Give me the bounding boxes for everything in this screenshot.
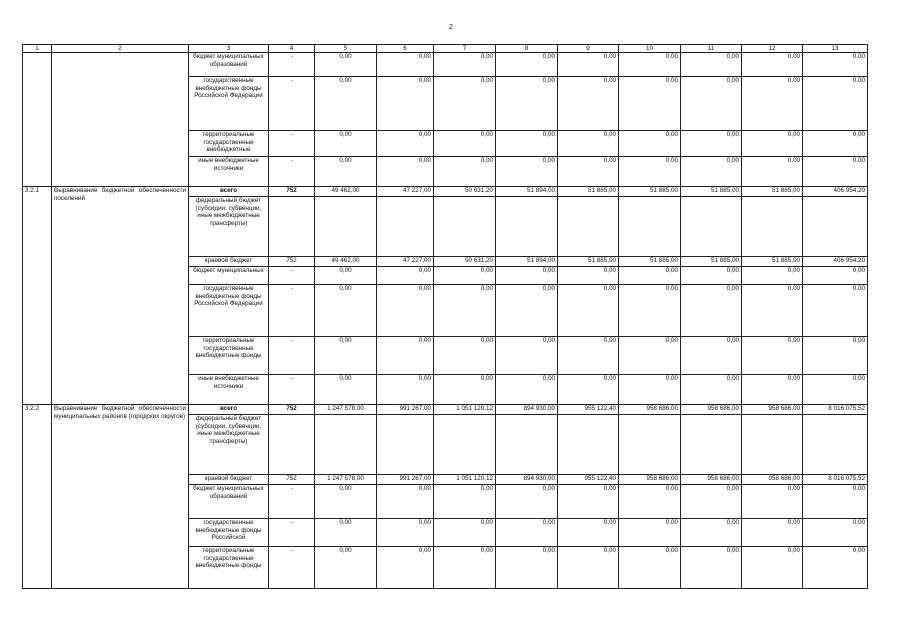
admin-code [269,415,315,475]
year-amount [434,197,496,257]
funding-source: бюджет муниципальных образований [189,53,269,77]
year-amount: 991 267,00 [377,405,434,415]
year-amount: 1 247 578,00 [315,405,377,415]
year-amount [803,197,868,257]
admin-code: 752 [269,187,315,197]
table-row [23,187,868,197]
year-amount: 0,00 [315,285,377,337]
year-amount: 406 954,20 [803,187,868,197]
year-amount: 0,00 [434,337,496,375]
year-amount: 1 247 578,00 [315,475,377,485]
year-amount: 0,00 [742,77,803,131]
year-amount: 0,00 [315,375,377,405]
funding-source: иные внебюджетные источники [189,375,269,405]
column-number-row [23,45,868,53]
column-number: 6 [377,45,434,53]
year-amount: 0,00 [315,485,377,519]
year-amount: 0,00 [681,157,742,187]
year-amount: 0,00 [315,519,377,547]
year-amount: 0,00 [434,77,496,131]
year-amount: 958 686,00 [742,405,803,415]
year-amount: 0,00 [315,547,377,589]
funding-source: иные внебюджетные источники [189,157,269,187]
column-number: 5 [315,45,377,53]
year-amount: 47 227,00 [377,257,434,267]
year-amount: 51 885,00 [558,187,619,197]
funding-source: государственные внебюджетные фонды Российской [189,519,269,547]
year-amount: 0,00 [803,157,868,187]
year-amount: 50 631,20 [434,187,496,197]
year-amount [434,415,496,475]
year-amount: 51 885,00 [742,257,803,267]
year-amount: 0,00 [681,77,742,131]
year-amount: 50 631,20 [434,257,496,267]
year-amount: 0,00 [742,519,803,547]
admin-code: - [269,157,315,187]
funding-source: территориальные государственные внебюджетные [189,131,269,157]
funding-source: всего [189,187,269,197]
year-amount: 0,00 [496,267,558,285]
year-amount: 49 462,00 [315,187,377,197]
year-amount: 0,00 [377,375,434,405]
year-amount: 0,00 [803,519,868,547]
year-amount: 0,00 [619,53,681,77]
year-amount: 0,00 [496,53,558,77]
column-number: 7 [434,45,496,53]
year-amount: 0,00 [377,77,434,131]
year-amount: 0,00 [681,485,742,519]
year-amount: 0,00 [619,285,681,337]
year-amount [558,197,619,257]
year-amount: 0,00 [681,337,742,375]
year-amount: 0,00 [619,337,681,375]
year-amount: 0,00 [803,485,868,519]
year-amount: 958 686,00 [681,405,742,415]
funding-source: федеральный бюджет (субсидии, субвенции, иные межбюджетные трансферты) [189,197,269,257]
year-amount: 0,00 [315,77,377,131]
year-amount [619,197,681,257]
year-amount: 0,00 [315,337,377,375]
year-amount: 0,00 [377,337,434,375]
year-amount: 51 885,00 [681,257,742,267]
year-amount: 955 122,40 [558,475,619,485]
year-amount: 0,00 [377,267,434,285]
year-amount: 0,00 [496,375,558,405]
year-amount [742,197,803,257]
admin-code: - [269,547,315,589]
year-amount [619,415,681,475]
table-row [23,405,868,415]
year-amount: 0,00 [803,77,868,131]
year-amount: 0,00 [558,53,619,77]
year-amount: 0,00 [558,485,619,519]
funding-source: краевой бюджет [189,475,269,485]
year-amount: 0,00 [742,375,803,405]
admin-code: - [269,519,315,547]
budget-table [22,44,868,589]
measure-name: Выравнивание бюджетной обеспеченности муниципальных районов (городских округов) [52,405,189,589]
year-amount: 0,00 [681,519,742,547]
year-amount: 51 894,00 [496,257,558,267]
year-amount [496,415,558,475]
year-amount: 0,00 [496,485,558,519]
year-amount: 0,00 [803,375,868,405]
year-amount: 0,00 [681,547,742,589]
column-number: 9 [558,45,619,53]
admin-code: - [269,285,315,337]
year-amount: 406 954,20 [803,257,868,267]
year-amount: 0,00 [434,53,496,77]
year-amount: 0,00 [742,267,803,285]
year-amount: 0,00 [619,485,681,519]
funding-source: всего [189,405,269,415]
year-amount: 0,00 [377,53,434,77]
column-number: 2 [52,45,189,53]
year-amount: 0,00 [558,285,619,337]
year-amount: 958 686,00 [742,475,803,485]
year-amount [496,197,558,257]
year-amount: 0,00 [496,285,558,337]
year-amount: 0,00 [377,547,434,589]
year-amount: 0,00 [558,77,619,131]
column-number: 10 [619,45,681,53]
year-amount: 0,00 [742,485,803,519]
year-amount: 0,00 [681,131,742,157]
admin-code: - [269,53,315,77]
year-amount: 51 885,00 [742,187,803,197]
year-amount: 0,00 [315,157,377,187]
year-amount: 0,00 [558,157,619,187]
year-amount: 0,00 [434,375,496,405]
year-amount: 0,00 [377,519,434,547]
funding-source: бюджет муниципальных [189,267,269,285]
admin-code: 752 [269,475,315,485]
funding-source: краевой бюджет [189,257,269,267]
year-amount: 0,00 [377,157,434,187]
admin-code: 752 [269,257,315,267]
year-amount [742,415,803,475]
column-number: 11 [681,45,742,53]
year-amount: 1 051 120,12 [434,475,496,485]
year-amount: 0,00 [681,267,742,285]
funding-source: бюджет муниципальных образований [189,485,269,519]
year-amount: 0,00 [681,285,742,337]
year-amount: 0,00 [434,485,496,519]
year-amount: 0,00 [803,267,868,285]
year-amount: 958 686,00 [619,405,681,415]
row-number [23,53,52,187]
year-amount: 0,00 [803,285,868,337]
year-amount: 0,00 [619,375,681,405]
column-number: 4 [269,45,315,53]
year-amount: 0,00 [803,547,868,589]
year-amount: 0,00 [496,547,558,589]
year-amount: 49 462,00 [315,257,377,267]
year-amount: 51 885,00 [681,187,742,197]
admin-code [269,197,315,257]
year-amount: 0,00 [434,547,496,589]
year-amount: 0,00 [558,131,619,157]
year-amount: 0,00 [619,77,681,131]
year-amount: 0,00 [803,337,868,375]
year-amount: 0,00 [496,77,558,131]
year-amount [377,197,434,257]
year-amount: 0,00 [434,285,496,337]
year-amount: 0,00 [619,131,681,157]
year-amount: 0,00 [742,337,803,375]
year-amount [315,197,377,257]
year-amount: 0,00 [803,131,868,157]
admin-code: - [269,131,315,157]
year-amount [315,415,377,475]
admin-code: - [269,485,315,519]
year-amount: 51 885,00 [619,257,681,267]
year-amount [377,415,434,475]
year-amount: 51 894,00 [496,187,558,197]
year-amount: 0,00 [619,547,681,589]
admin-code: - [269,267,315,285]
measure-name [52,53,189,187]
year-amount: 0,00 [681,375,742,405]
year-amount: 8 016 075,52 [803,405,868,415]
year-amount: 0,00 [434,157,496,187]
year-amount: 0,00 [681,53,742,77]
funding-source: федеральный бюджет (субсидии, субвенции, иные межбюджетные трансферты) [189,415,269,475]
year-amount: 0,00 [315,267,377,285]
year-amount: 0,00 [377,485,434,519]
year-amount: 0,00 [558,267,619,285]
year-amount: 894 930,00 [496,475,558,485]
year-amount: 0,00 [377,285,434,337]
year-amount [681,415,742,475]
year-amount: 47 227,00 [377,187,434,197]
year-amount: 958 686,00 [681,475,742,485]
year-amount: 0,00 [315,131,377,157]
funding-source: государственные внебюджетные фонды Российской Федерации [189,285,269,337]
admin-code: - [269,337,315,375]
year-amount: 0,00 [315,53,377,77]
year-amount: 51 885,00 [558,257,619,267]
year-amount: 0,00 [742,53,803,77]
column-number: 8 [496,45,558,53]
row-number: 3.2.2 [23,405,52,589]
year-amount: 0,00 [558,375,619,405]
year-amount: 0,00 [496,131,558,157]
year-amount [681,197,742,257]
column-number: 1 [23,45,52,53]
year-amount: 955 122,40 [558,405,619,415]
year-amount: 0,00 [742,285,803,337]
year-amount: 0,00 [496,519,558,547]
year-amount: 0,00 [434,131,496,157]
year-amount: 991 267,00 [377,475,434,485]
year-amount: 894 930,00 [496,405,558,415]
year-amount: 0,00 [558,519,619,547]
year-amount: 51 885,00 [619,187,681,197]
year-amount: 0,00 [742,547,803,589]
table-row [23,53,868,77]
row-number: 3.2.1 [23,187,52,405]
admin-code: - [269,77,315,131]
year-amount: 0,00 [619,157,681,187]
year-amount: 0,00 [558,547,619,589]
admin-code: - [269,375,315,405]
year-amount: 0,00 [742,157,803,187]
year-amount: 958 686,00 [619,475,681,485]
year-amount: 0,00 [496,337,558,375]
year-amount [803,415,868,475]
year-amount: 0,00 [377,131,434,157]
column-number: 13 [803,45,868,53]
year-amount: 0,00 [742,131,803,157]
year-amount: 0,00 [434,519,496,547]
year-amount [558,415,619,475]
funding-source: территориальные государственные внебюджетные фонды [189,337,269,375]
column-number: 3 [189,45,269,53]
funding-source: государственные внебюджетные фонды Российской Федерации [189,77,269,131]
year-amount: 0,00 [619,519,681,547]
column-number: 12 [742,45,803,53]
year-amount: 8 016 075,52 [803,475,868,485]
year-amount: 0,00 [803,53,868,77]
measure-name: Выравнивание бюджетной обеспеченности поселений [52,187,189,405]
page-number: 2 [449,24,453,31]
year-amount: 0,00 [434,267,496,285]
year-amount: 1 051 120,12 [434,405,496,415]
year-amount: 0,00 [619,267,681,285]
admin-code: 752 [269,405,315,415]
year-amount: 0,00 [558,337,619,375]
funding-source: территориальные государственные внебюджетные фонды [189,547,269,589]
year-amount: 0,00 [496,157,558,187]
